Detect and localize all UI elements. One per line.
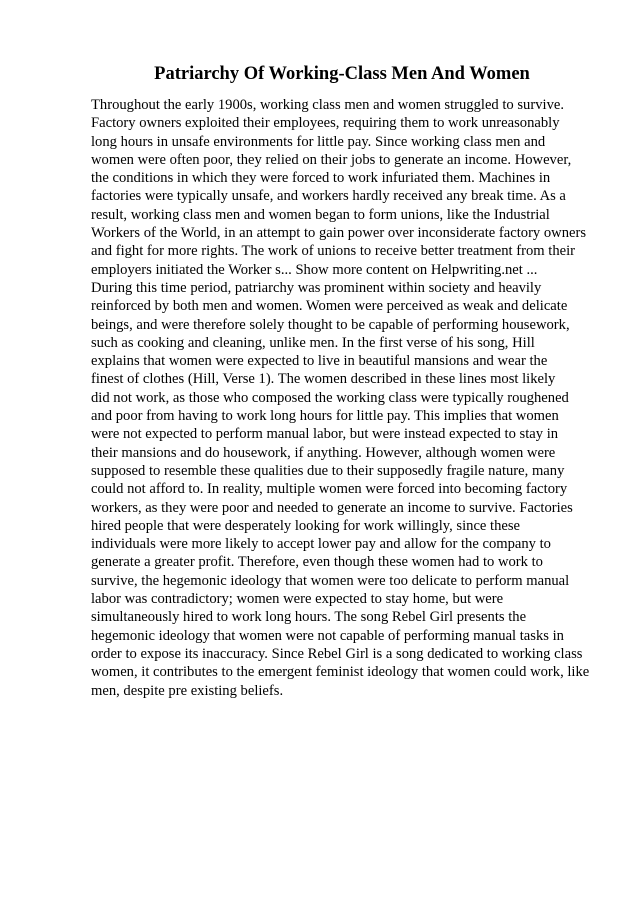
body-line: reinforced by both men and women. Women were perceived as weak and delicate [91, 298, 568, 315]
body-line: women, it contributes to the emergent feminist ideology that women could work, like [91, 664, 590, 681]
body-line: Throughout the early 1900s, working class men and women struggled to survive. [91, 97, 564, 113]
body-line: supposed to resemble these qualities due to their supposedly fragile nature, many [91, 462, 565, 479]
body-line: hegemonic ideology that women were not capable of performing manual tasks in [91, 627, 564, 644]
body-line: labor was contradictory; women were expected to stay home, but were [91, 591, 504, 608]
body-line: factories were typically unsafe, and workers hardly received any break time. As a [91, 188, 566, 205]
body-line: did not work, as those who composed the working class were typically roughened [91, 389, 569, 406]
body-line: result, working class men and women began to form unions, like the Industrial [91, 206, 550, 223]
body-line: finest of clothes (Hill, Verse 1). The women described in these lines most likely [91, 371, 556, 388]
body-line: the conditions in which they were forced to work infuriated them. Machines in [91, 170, 551, 187]
body-line: Workers of the World, in an attempt to gain power over inconsiderate factory owners [91, 225, 587, 242]
body-line: explains that women were expected to live in beautiful mansions and wear the [91, 353, 548, 370]
body-line: During this time period, patriarchy was prominent within society and heavily [91, 279, 542, 296]
body-line: were not expected to perform manual labor, but were instead expected to stay in [91, 426, 559, 443]
body-line: workers, as they were poor and needed to generate an income to survive. Factories [91, 499, 573, 516]
body-line: their mansions and do housework, if anything. However, although women were [91, 444, 556, 461]
body-line: could not afford to. In reality, multiple women were forced into becoming factory [91, 481, 568, 498]
body-line: survive, the hegemonic ideology that women were too delicate to perform manual [91, 572, 570, 589]
body-line: simultaneously hired to work long hours. The song Rebel Girl presents the [91, 609, 527, 626]
body-line: and fight for more rights. The work of unions to receive better treatment from their [91, 243, 576, 260]
body-line: Factory owners exploited their employees, requiring them to work unreasonably [91, 115, 560, 132]
body-line: men, despite pre existing beliefs. [91, 682, 284, 699]
body-line: individuals were more likely to accept lower pay and allow for the company to [91, 536, 551, 553]
body-line: such as cooking and cleaning, unlike men. In the first verse of his song, Hill [91, 334, 535, 351]
body-line: hired people that were desperately looking for work willingly, since these [91, 517, 521, 534]
body-line: beings, and were therefore solely thought to be capable of performing housework, [91, 316, 570, 333]
body-line: long hours in unsafe environments for little pay. Since working class men and [91, 133, 546, 150]
document-body [91, 96, 589, 700]
body-line: women were often poor, they relied on their jobs to generate an income. However, [91, 151, 572, 168]
body-line: order to expose its inaccuracy. Since Rebel Girl is a song dedicated to working class [91, 645, 583, 662]
body-line: employers initiated the Worker s... Show more content on Helpwriting.net ... [91, 261, 538, 278]
body-line: generate a greater profit. Therefore, even though these women had to work to [91, 554, 543, 571]
body-line: and poor from having to work long hours for little pay. This implies that women [91, 408, 559, 425]
document-title: Patriarchy Of Working-Class Men And Women [154, 64, 530, 84]
